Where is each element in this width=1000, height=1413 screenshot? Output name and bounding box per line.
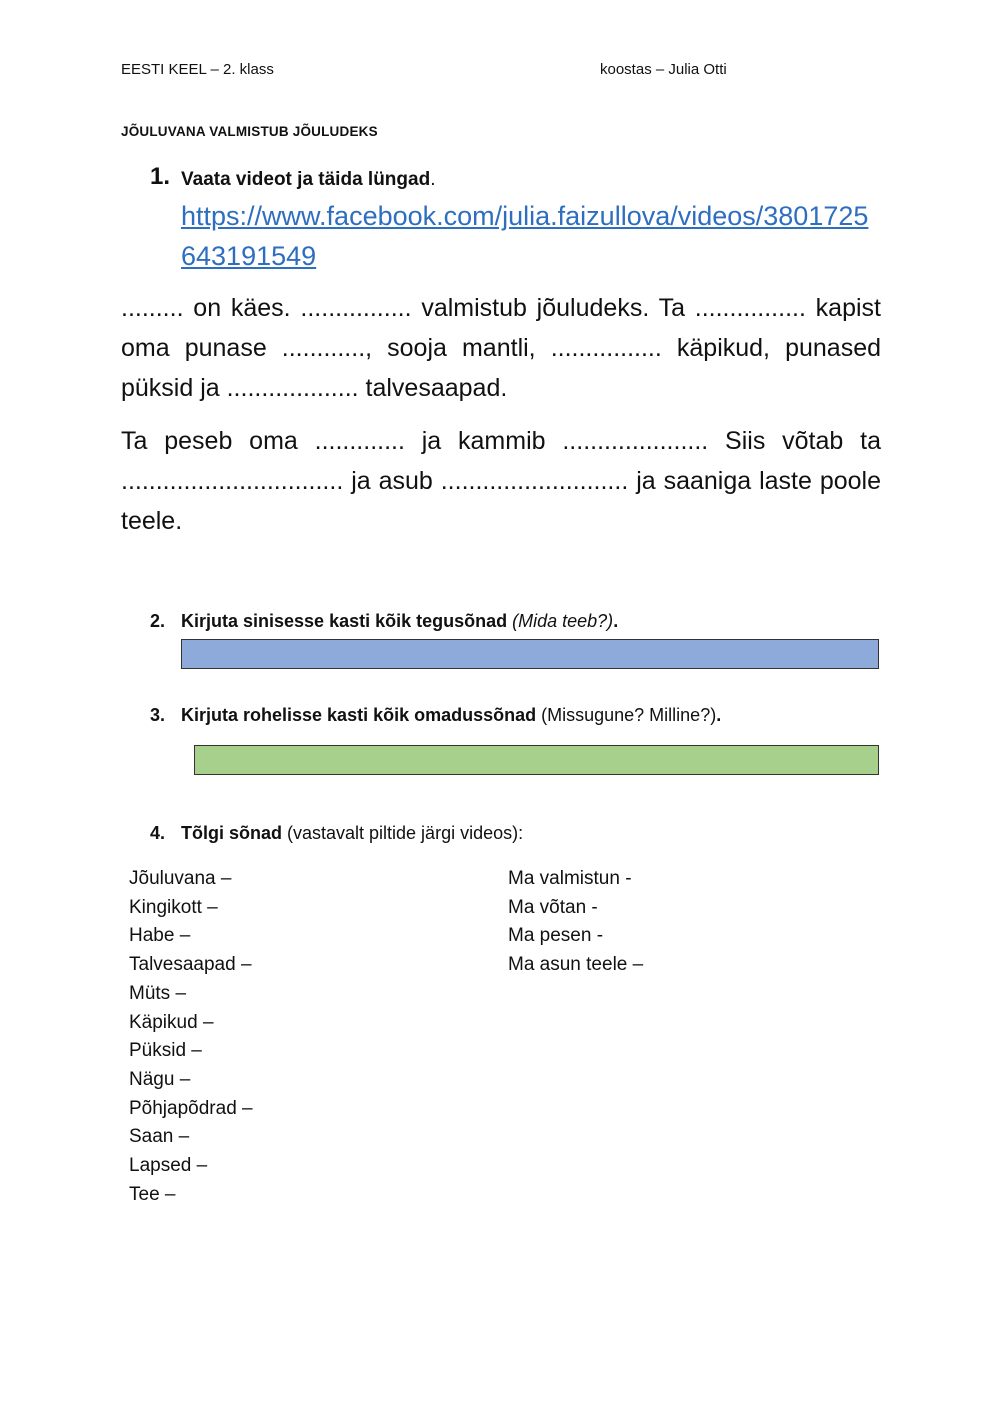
translate-words-left: [129, 865, 253, 1209]
word-item: Saan –: [129, 1126, 190, 1148]
question-2-italic: (Mida teeb?): [512, 611, 614, 631]
word-item: Habe –: [129, 925, 191, 947]
header-author: koostas – Julia Otti: [600, 61, 727, 78]
question-3-normal: (Missugune? Milline?): [536, 705, 717, 725]
question-3-bold: Kirjuta rohelisse kasti kõik omadussõnad: [181, 705, 537, 725]
word-item: Lapsed –: [129, 1155, 208, 1177]
word-item: Püksid –: [129, 1040, 202, 1062]
fill-in-paragraph-2: Ta peseb oma ............. ja kammib ..................... Siis võtab ta ................................ ja asub ........................... ja saaniga laste poole teele.: [121, 427, 881, 535]
verbs-answer-box[interactable]: [181, 639, 879, 669]
question-1-instruction: [181, 169, 435, 191]
translate-words-right: [508, 865, 643, 980]
question-4-normal: (vastavalt piltide järgi videos):: [282, 823, 524, 843]
question-4-instruction: [181, 823, 523, 844]
word-item: Ma võtan -: [508, 896, 598, 918]
word-item: Müts –: [129, 982, 187, 1004]
video-link[interactable]: https://www.facebook.com/julia.faizullova/videos/3801725643191549: [181, 201, 869, 271]
word-item: Nägu –: [129, 1068, 191, 1090]
question-4-bold: Tõlgi sõnad: [181, 823, 282, 843]
question-1-period: .: [430, 169, 436, 190]
question-1-text: Vaata videot ja täida lüngad: [181, 169, 431, 190]
word-item: Tee –: [129, 1183, 176, 1205]
word-item: Ma valmistun -: [508, 868, 632, 889]
adjectives-answer-box[interactable]: [194, 745, 879, 775]
question-2-bold: Kirjuta sinisesse kasti kõik tegusõnad: [181, 611, 513, 631]
question-3-instruction: [181, 705, 721, 726]
word-item: Talvesaapad –: [129, 954, 252, 976]
word-item: Ma asun teele –: [508, 954, 644, 976]
fill-in-paragraph-1: ......... on käes. ................ valmistub jõuludeks. Ta ................ kapist oma punase ............, sooja mantli, ................ käpikud, punased püksid ja ................... talvesaapad.: [121, 294, 881, 402]
word-item: Põhjapõdrad –: [129, 1097, 253, 1119]
word-item: Kingikott –: [129, 896, 218, 918]
word-item: Käpikud –: [129, 1011, 214, 1033]
question-4-number: 4.: [150, 823, 166, 843]
question-2-end: .: [613, 611, 619, 631]
question-3-number: 3.: [150, 705, 166, 725]
word-item: Ma pesen -: [508, 925, 604, 947]
word-item: Jõuluvana –: [129, 868, 232, 889]
header-subject: EESTI KEEL – 2. klass: [121, 61, 274, 78]
question-2-instruction: [181, 611, 618, 632]
page-title: JÕULUVANA VALMISTUB JÕULUDEKS: [121, 124, 378, 139]
question-3-end: .: [716, 705, 722, 725]
question-2-number: 2.: [150, 611, 166, 631]
question-1-number: 1.: [150, 163, 171, 190]
